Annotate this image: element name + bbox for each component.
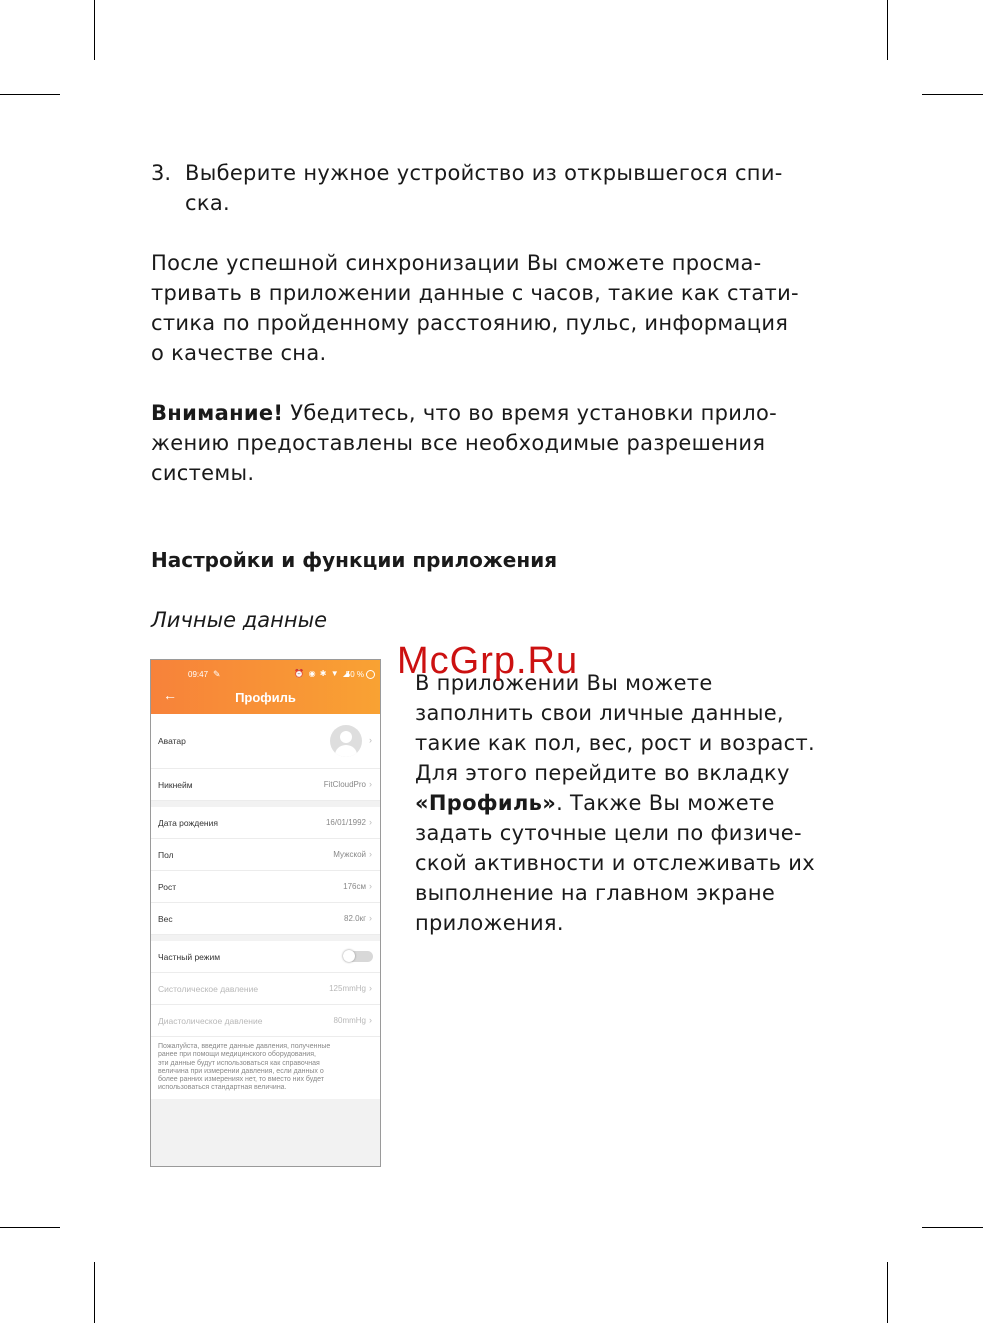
description-line: приложения. [415, 911, 564, 935]
gender-row[interactable] [151, 839, 380, 871]
description-line: такие как пол, вес, рост и возраст. [415, 731, 815, 755]
description-line: задать суточные цели по физиче- [415, 821, 802, 845]
note-line: ранее при помощи медицинского оборудования, [158, 1051, 316, 1059]
crop-mark [887, 1262, 888, 1323]
diastolic-row[interactable] [151, 1005, 380, 1037]
description-text: . Также Вы можете [556, 791, 775, 815]
description-line [415, 788, 835, 818]
avatar-row[interactable] [151, 714, 380, 769]
description-line: заполнить свои личные данные, [415, 701, 784, 725]
crop-mark [0, 94, 60, 95]
avatar [330, 725, 362, 757]
height-row[interactable] [151, 871, 380, 903]
section-heading: Настройки и функции приложения [151, 548, 558, 572]
crop-mark [922, 94, 983, 95]
paragraph-line: о качестве сна. [151, 341, 327, 365]
gender-value: Мужской [333, 850, 366, 859]
profile-group-main [151, 714, 380, 801]
profile-description [415, 668, 835, 938]
chevron-right-icon: › [369, 983, 372, 993]
nickname-value: FitCloudPro [323, 780, 366, 789]
crop-mark [0, 1227, 60, 1228]
birthdate-label: Дата рождения [158, 818, 218, 828]
nickname-row[interactable] [151, 769, 380, 801]
step-text [185, 158, 835, 218]
chevron-right-icon: › [369, 849, 372, 859]
battery-ring-icon [366, 670, 375, 679]
private-mode-label: Частный режим [158, 952, 221, 962]
attention-text: Убедитесь, что во время установки прило- [283, 401, 777, 425]
paragraph-line: системы. [151, 461, 255, 485]
description-line: В приложении Вы можете [415, 671, 713, 695]
pressure-note [151, 1037, 380, 1099]
weight-label: Вес [158, 914, 173, 924]
chevron-right-icon: › [369, 881, 372, 891]
private-mode-row [151, 941, 380, 973]
description-line: Для этого перейдите во вкладку [415, 761, 790, 785]
note-line: величина при измерении давления, если данных о [158, 1067, 324, 1075]
crop-mark [94, 1262, 95, 1323]
description-line: выполнение на главном экране [415, 881, 776, 905]
step-text-line: Выберите нужное устройство из открывшегося спи- [185, 161, 783, 185]
subsection-heading: Личные данные [151, 608, 328, 632]
avatar-label: Аватар [158, 736, 186, 746]
profile-tab-name: «Профиль» [415, 791, 557, 815]
diastolic-value: 80mmHg [333, 1016, 366, 1025]
attention-paragraph [151, 398, 831, 488]
crop-mark [922, 1227, 983, 1228]
profile-group-body [151, 807, 380, 935]
paragraph-line: жению предоставлены все необходимые разрешения [151, 431, 766, 455]
note-line: более ранних измерениях нет, то вместо них будет [158, 1076, 324, 1084]
screen-title: Профиль [235, 690, 296, 705]
note-line: Пожалуйста, введите данные давления, полученные [158, 1043, 331, 1050]
height-value: 176см [343, 882, 366, 891]
step-text-line: ска. [185, 191, 230, 215]
gender-label: Пол [158, 850, 174, 860]
crop-mark [94, 0, 95, 60]
birthdate-row[interactable] [151, 807, 380, 839]
sync-paragraph [151, 248, 831, 368]
paragraph-line [151, 398, 831, 428]
systolic-row[interactable] [151, 973, 380, 1005]
paragraph-line: стика по пройденному расстоянию, пульс, информация [151, 311, 789, 335]
weight-row[interactable] [151, 903, 380, 935]
birthdate-value: 16/01/1992 [325, 818, 366, 827]
phone-screenshot [150, 659, 381, 1167]
privacy-group [151, 941, 380, 1099]
diastolic-label: Диастолическое давление [158, 1016, 263, 1026]
status-time: 09:47 [188, 670, 209, 679]
app-header [151, 660, 380, 714]
crop-mark [887, 0, 888, 60]
note-line: использоваться стандартная величина. [158, 1084, 287, 1092]
chevron-right-icon: › [369, 913, 372, 923]
step-number: 3. [151, 161, 172, 185]
chevron-right-icon: › [369, 779, 372, 789]
height-label: Рост [158, 882, 177, 892]
back-arrow-icon[interactable]: ← [163, 687, 177, 703]
weight-value: 82.0кг [344, 914, 366, 923]
systolic-label: Систолическое давление [158, 984, 259, 994]
note-line: эти данные будут использоваться как справочная [158, 1059, 320, 1067]
private-mode-toggle[interactable] [343, 951, 373, 962]
attention-label: Внимание! [151, 401, 284, 425]
chevron-right-icon: › [369, 735, 372, 745]
watermark: McGrp.Ru [397, 640, 579, 682]
description-line: ской активности и отслеживать их [415, 851, 815, 875]
nickname-label: Никнейм [158, 780, 193, 790]
pen-icon: ✎ [213, 669, 221, 679]
paragraph-line: тривать в приложении данные с часов, такие как стати- [151, 281, 799, 305]
chevron-right-icon: › [369, 1015, 372, 1025]
status-icons: ⏰ ◉ ✱ ▼ ◢ [294, 669, 350, 678]
chevron-right-icon: › [369, 817, 372, 827]
battery-level: 50 % [345, 670, 364, 679]
systolic-value: 125mmHg [329, 984, 366, 993]
paragraph-line: После успешной синхронизации Вы сможете просма- [151, 251, 762, 275]
